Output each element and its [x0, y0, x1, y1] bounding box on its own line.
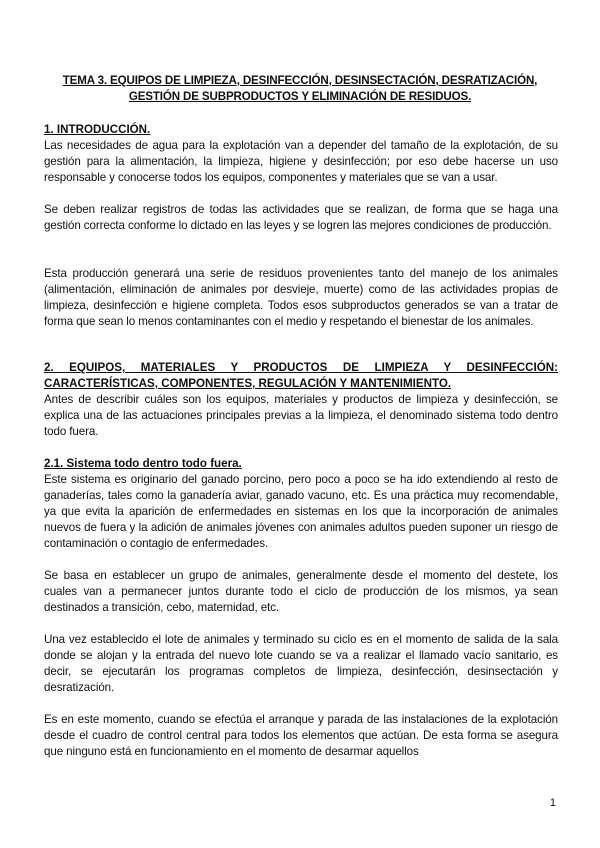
- section-1-paragraph-3: Esta producción generará una serie de residuos provenientes tanto del manejo de los animales (alimentación, eliminación de animales por desvieje, muerte) como de las actividades propias de limpieza, desinfección e higiene completa. Todos esos subproductos generados se van a tratar de forma que sean lo menos contaminantes con el medio y respetando el bienestar de los animales.: [44, 267, 558, 328]
- page-number: 1: [549, 797, 556, 809]
- section-2-1-heading: 2.1. Sistema todo dentro todo fuera.: [44, 457, 242, 470]
- section-2-1-paragraph-3: Una vez establecido el lote de animales y terminado su ciclo es en el momento de salida de la sala donde se alojan y la entrada del nuevo lote cuando se va a realizar el llamado vacío sanitario, es decir, se ejecutarán los programas completos de limpieza, desinfección, desinsectación y desratización.: [44, 633, 558, 694]
- document-title: TEMA 3. EQUIPOS DE LIMPIEZA, DESINFECCIÓN, DESINSECTACIÓN, DESRATIZACIÓN, GESTIÓN DE SUBPRODUCTOS Y ELIMINACIÓN DE RESIDUOS.: [62, 74, 538, 103]
- section-1-heading: 1. INTRODUCCIÓN.: [44, 123, 151, 136]
- section-2-heading: 2. EQUIPOS, MATERIALES Y PRODUCTOS DE LIMPIEZA Y DESINFECCIÓN: CARACTERÍSTICAS, COMPONENTES, REGULACIÓN Y MANTENIMIENTO.: [44, 361, 558, 390]
- section-2-1-paragraph-1: Este sistema es originario del ganado porcino, pero poco a poco se ha ido extendiendo al resto de ganaderías, tales como la ganadería aviar, ganado vacuno, etc. Es una práctica muy recomendable, ya que evita la aparición de enfermedades en sistemas en los que la incorporación de animales nuevos de fuera y la adición de animales jóvenes con animales adultos pueden suponer un riesgo de contaminación o contagio de enfermedades.: [44, 473, 558, 550]
- section-2-1-paragraph-2: Se basa en establecer un grupo de animales, generalmente desde el momento del destete, los cuales van a permanecer juntos durante todo el ciclo de producción de los mismos, ya sean destinados a transición, cebo, maternidad, etc.: [44, 569, 558, 614]
- section-1-paragraph-1: Las necesidades de agua para la explotación van a depender del tamaño de la explotación, de su gestión para la alimentación, la limpieza, higiene y desinfección; por eso debe hacerse un uso responsable y conocerse todos los equipos, componentes y materiales que se van a usar.: [44, 139, 558, 184]
- section-1-paragraph-2: Se deben realizar registros de todas las actividades que se realizan, de forma que se haga una gestión correcta conforme lo dictado en las leyes y se logren las mejores condiciones de producción.: [44, 203, 558, 232]
- section-2-1-paragraph-4: Es en este momento, cuando se efectúa el arranque y parada de las instalaciones de la explotación desde el cuadro de control central para todos los elementos que actúan. De esta forma se asegura que ninguno está en funcionamiento en el momento de desarmar aquellos: [44, 713, 558, 758]
- section-2-paragraph-1: Antes de describir cuáles son los equipos, materiales y productos de limpieza y desinfección, se explica una de las actuaciones principales previas a la limpieza, el denominado sistema todo dentro todo fuera.: [44, 393, 558, 438]
